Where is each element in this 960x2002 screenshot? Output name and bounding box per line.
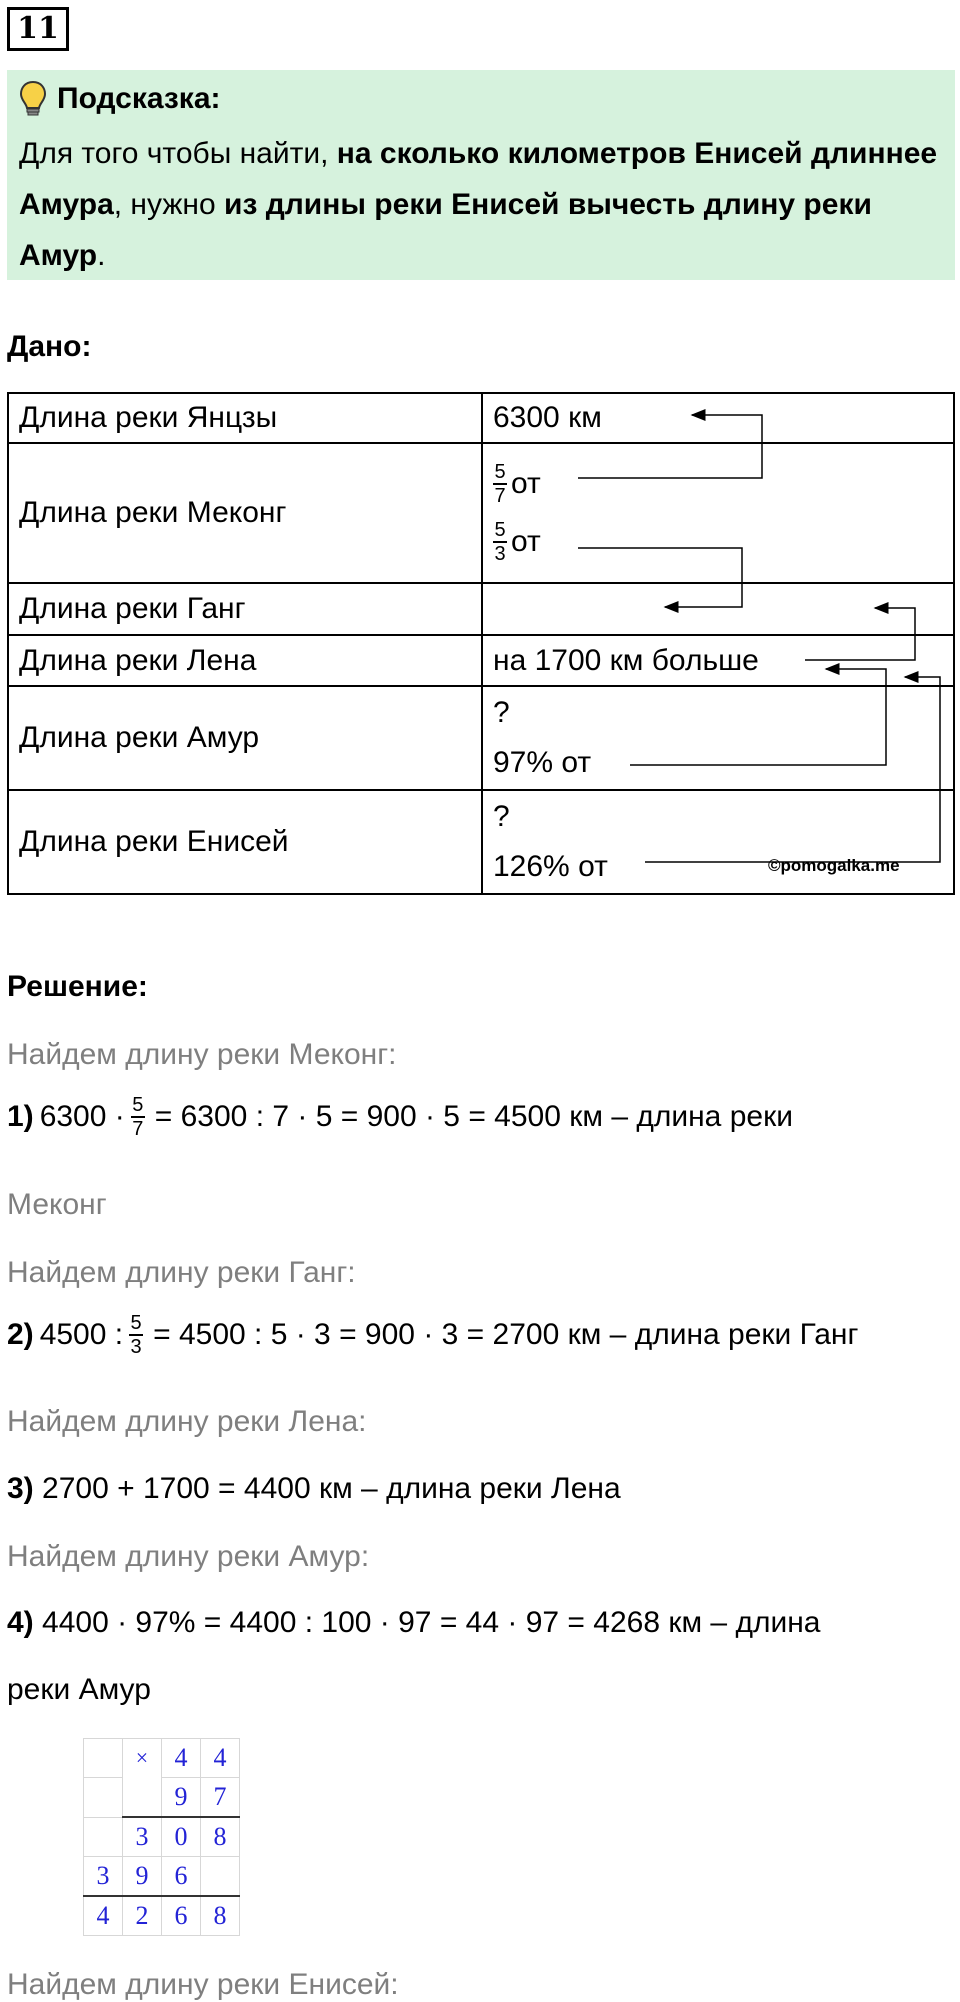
step2-intro: Найдем длину реки Ганг: (7, 1256, 356, 1289)
frac1-text: от (511, 467, 541, 500)
calc-cell: 3 (123, 1817, 162, 1857)
calc-cell (84, 1739, 123, 1778)
task-number: 11 (7, 7, 69, 51)
given-label: Дано: (7, 330, 92, 363)
hint-part-1: Для того чтобы найти, (19, 137, 337, 170)
arrow-ganges-to-mekong (578, 548, 742, 607)
calc-cell: 4 (84, 1896, 123, 1936)
column-multiplication (83, 1738, 240, 1936)
calc-cell (123, 1778, 162, 1818)
hint-bold-2: из длины реки Енисей вычесть длину реки Амур (19, 188, 872, 272)
step2-frac-num: 5 (130, 1312, 142, 1334)
step2-line (7, 1313, 858, 1357)
calc-cell: 9 (123, 1857, 162, 1897)
yenisei-question: ? (493, 800, 510, 833)
hint-part-2: , нужно (113, 188, 224, 221)
row-yenisei-label: Длина реки Енисей (8, 790, 482, 894)
frac2-num: 5 (494, 519, 506, 541)
row-ganges-label: Длина реки Ганг (8, 583, 482, 635)
hint-title-text: Подсказка: (57, 82, 221, 115)
calc-cell: 2 (123, 1896, 162, 1936)
step3-line (7, 1472, 621, 1506)
step1-line (7, 1095, 793, 1139)
frac1-num: 5 (494, 461, 506, 483)
calc-cell: 7 (201, 1778, 240, 1818)
arrow-amur-to-lena (630, 669, 886, 765)
step2-part-a: 4500 : (39, 1318, 124, 1351)
frac2-den: 3 (494, 543, 506, 565)
step1-part-a: 6300 · (39, 1100, 125, 1133)
step2-number: 2) (7, 1318, 34, 1351)
step1-number: 1) (7, 1100, 34, 1133)
hint-part-3: . (97, 239, 106, 272)
frac1-den: 7 (494, 485, 506, 507)
step2-part-b: = 4500 : 5 · 3 = 900 · 3 = 2700 км – длина реки Ганг (153, 1318, 859, 1351)
amur-question: ? (493, 696, 510, 729)
calc-cell (84, 1778, 123, 1818)
multiply-sign: × (123, 1739, 162, 1778)
calc-cell: 6 (162, 1896, 201, 1936)
row-yangtze-label: Длина реки Янцзы (8, 393, 482, 443)
row-mekong-label: Длина реки Меконг (8, 443, 482, 583)
step4-number: 4) (7, 1606, 34, 1639)
arrow-lena-to-ganges (805, 608, 915, 660)
step1-frac-num: 5 (132, 1094, 144, 1116)
calc-cell: 9 (162, 1778, 201, 1818)
yenisei-percent: 126% от (493, 850, 608, 883)
step3-text: 2700 + 1700 = 4400 км – длина реки Лена (42, 1472, 621, 1505)
row-amur-label: Длина реки Амур (8, 686, 482, 790)
step4-continuation: реки Амур (7, 1673, 151, 1706)
calc-cell: 4 (162, 1739, 201, 1778)
step4-text: 4400 · 97% = 4400 : 100 · 97 = 44 · 97 = 4268 км – длина (42, 1606, 821, 1639)
step2-frac-den: 3 (130, 1336, 142, 1358)
row-lena-label: Длина реки Лена (8, 635, 482, 686)
calc-cell (84, 1817, 123, 1857)
step1-part-b: = 6300 : 7 · 5 = 900 · 5 = 4500 км – длина реки (154, 1100, 793, 1133)
frac2-text: от (511, 525, 541, 558)
reference-arrows (0, 0, 960, 900)
solution-label: Решение: (7, 970, 148, 1003)
calc-cell: 4 (201, 1739, 240, 1778)
calc-cell: 6 (162, 1857, 201, 1897)
hint-bold-1: на сколько километров Енисей длиннее Амура (19, 137, 938, 221)
step3-number: 3) (7, 1472, 34, 1505)
step3-intro: Найдем длину реки Лена: (7, 1405, 367, 1438)
step5-intro: Найдем длину реки Енисей: (7, 1968, 399, 2001)
step1-frac-den: 7 (132, 1118, 144, 1140)
arrow-yenisei-to-lena (645, 677, 940, 862)
row-lena-value: на 1700 км больше (482, 635, 954, 686)
calc-cell (201, 1857, 240, 1897)
watermark: ©pomogalka.me (768, 856, 900, 875)
calc-cell: 3 (84, 1857, 123, 1897)
step4-intro: Найдем длину реки Амур: (7, 1540, 370, 1573)
row-yangtze-value: 6300 км (482, 393, 954, 443)
amur-percent: 97% от (493, 746, 592, 779)
step1-intro: Найдем длину реки Меконг: (7, 1038, 397, 1071)
calc-cell: 8 (201, 1896, 240, 1936)
step4-line (7, 1606, 820, 1640)
calc-cell: 8 (201, 1817, 240, 1857)
calc-cell: 0 (162, 1817, 201, 1857)
arrow-mekong-to-yangtze (578, 415, 762, 478)
step1-continuation: Меконг (7, 1188, 107, 1221)
